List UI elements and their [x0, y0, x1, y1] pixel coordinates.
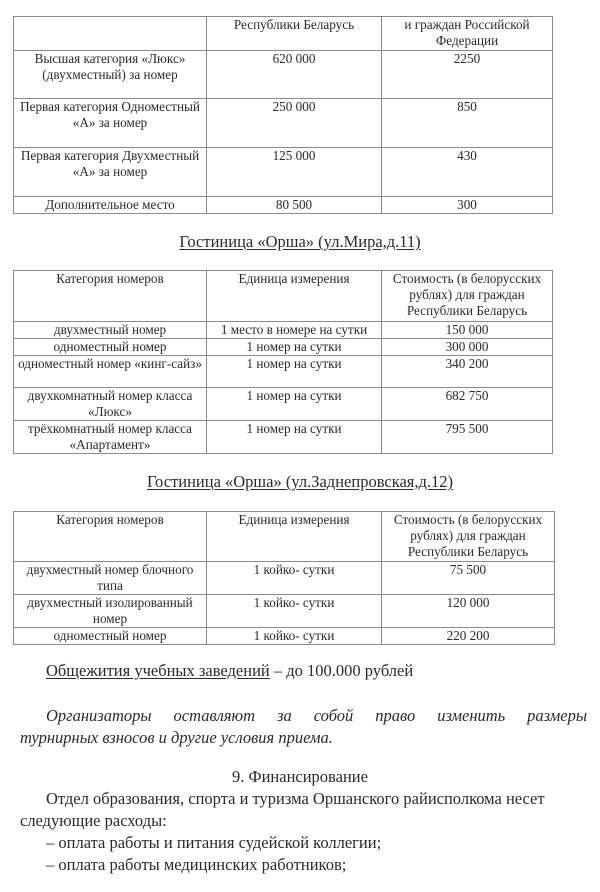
- price-cell: 340 200: [382, 356, 553, 388]
- unit-cell: 1 койко- сутки: [207, 562, 382, 595]
- organizers-note-line1: Организаторы оставляют за собой право изменить размеры: [46, 706, 587, 725]
- table-row: [14, 388, 553, 421]
- table-header-cell: Категория номеров: [14, 512, 207, 562]
- category-cell: двухместный номер блочного типа: [14, 562, 207, 595]
- unit-cell: 1 койко- сутки: [207, 595, 382, 628]
- price-byn-cell: 125 000: [207, 148, 382, 197]
- table-header-cell: Единица измерения: [207, 512, 382, 562]
- price-byn-cell: 250 000: [207, 99, 382, 148]
- table-row: [14, 356, 553, 388]
- financing-item: – оплата работы и питания судейской коллегии;: [46, 833, 382, 852]
- table-header-cell: Категория номеров: [14, 271, 207, 322]
- unit-cell: 1 номер на сутки: [207, 356, 382, 388]
- financing-intro-line2: следующие расходы:: [20, 811, 167, 830]
- table-header-cell: и граждан Российской Федерации: [382, 17, 553, 51]
- price-table-hotel-mira: [13, 270, 553, 454]
- unit-cell: 1 номер на сутки: [207, 421, 382, 454]
- price-byn-cell: 620 000: [207, 51, 382, 99]
- table-row: [14, 339, 553, 356]
- hotel-mira-heading: Гостиница «Орша» (ул.Мира,д.11): [179, 232, 421, 251]
- financing-heading: 9. Финансирование: [232, 767, 368, 786]
- table-row: [14, 197, 553, 214]
- table-header-cell: [14, 17, 207, 51]
- hotel-zadneprovskaya-heading: Гостиница «Орша» (ул.Заднепровская,д.12): [146, 472, 454, 491]
- price-table-foreign: [13, 16, 553, 214]
- price-rub-cell: 850: [382, 99, 553, 148]
- category-cell: двухкомнатный номер класса «Люкс»: [14, 388, 207, 421]
- price-cell: 75 500: [382, 562, 555, 595]
- unit-cell: 1 номер на сутки: [207, 339, 382, 356]
- unit-cell: 1 койко- сутки: [207, 628, 382, 645]
- financing-intro-line1: Отдел образования, спорта и туризма Оршанского райисполкома несет: [46, 789, 545, 808]
- dormitory-label: Общежития учебных заведений: [46, 661, 270, 680]
- price-rub-cell: 2250: [382, 51, 553, 99]
- table-row: [14, 562, 555, 595]
- price-cell: 300 000: [382, 339, 553, 356]
- category-cell: одноместный номер «кинг-сайз»: [14, 356, 207, 388]
- organizers-note-line2: турнирных взносов и другие условия приема.: [20, 728, 333, 747]
- table-header-cell: Республики Беларусь: [207, 17, 382, 51]
- price-table-hotel-zadneprovskaya: [13, 511, 555, 645]
- table-row: [14, 99, 553, 148]
- category-cell: двухместный номер: [14, 322, 207, 339]
- table-row: [14, 595, 555, 628]
- table-row: [14, 51, 553, 99]
- unit-cell: 1 место в номере на сутки: [207, 322, 382, 339]
- price-cell: 150 000: [382, 322, 553, 339]
- table-header-cell: Единица измерения: [207, 271, 382, 322]
- price-rub-cell: 300: [382, 197, 553, 214]
- table-header-cell: Стоимость (в белорусских рублях) для граждан Республики Беларусь: [382, 512, 555, 562]
- category-cell: Первая категория Одноместный «А» за номер: [14, 99, 207, 148]
- table-row: [14, 322, 553, 339]
- financing-item: – оплата работы медицинских работников;: [46, 855, 347, 874]
- category-cell: двухместный изолированный номер: [14, 595, 207, 628]
- price-cell: 682 750: [382, 388, 553, 421]
- table-header-row: [14, 17, 553, 51]
- unit-cell: 1 номер на сутки: [207, 388, 382, 421]
- price-cell: 220 200: [382, 628, 555, 645]
- price-cell: 120 000: [382, 595, 555, 628]
- dormitory-price: – до 100.000 рублей: [269, 661, 414, 680]
- category-cell: Первая категория Двухместный «А» за номер: [14, 148, 207, 197]
- table-row: [14, 421, 553, 454]
- price-rub-cell: 430: [382, 148, 553, 197]
- table-header-row: [14, 512, 555, 562]
- table-header-cell: Стоимость (в белорусских рублях) для граждан Республики Беларусь: [382, 271, 553, 322]
- table-row: [14, 148, 553, 197]
- category-cell: одноместный номер: [14, 339, 207, 356]
- category-cell: Дополнительное место: [14, 197, 207, 214]
- category-cell: трёхкомнатный номер класса «Апартамент»: [14, 421, 207, 454]
- category-cell: одноместный номер: [14, 628, 207, 645]
- dormitory-price-line: [46, 660, 413, 681]
- price-cell: 795 500: [382, 421, 553, 454]
- category-cell: Высшая категория «Люкс» (двухместный) за номер: [14, 51, 207, 99]
- table-row: [14, 628, 555, 645]
- table-header-row: [14, 271, 553, 322]
- price-byn-cell: 80 500: [207, 197, 382, 214]
